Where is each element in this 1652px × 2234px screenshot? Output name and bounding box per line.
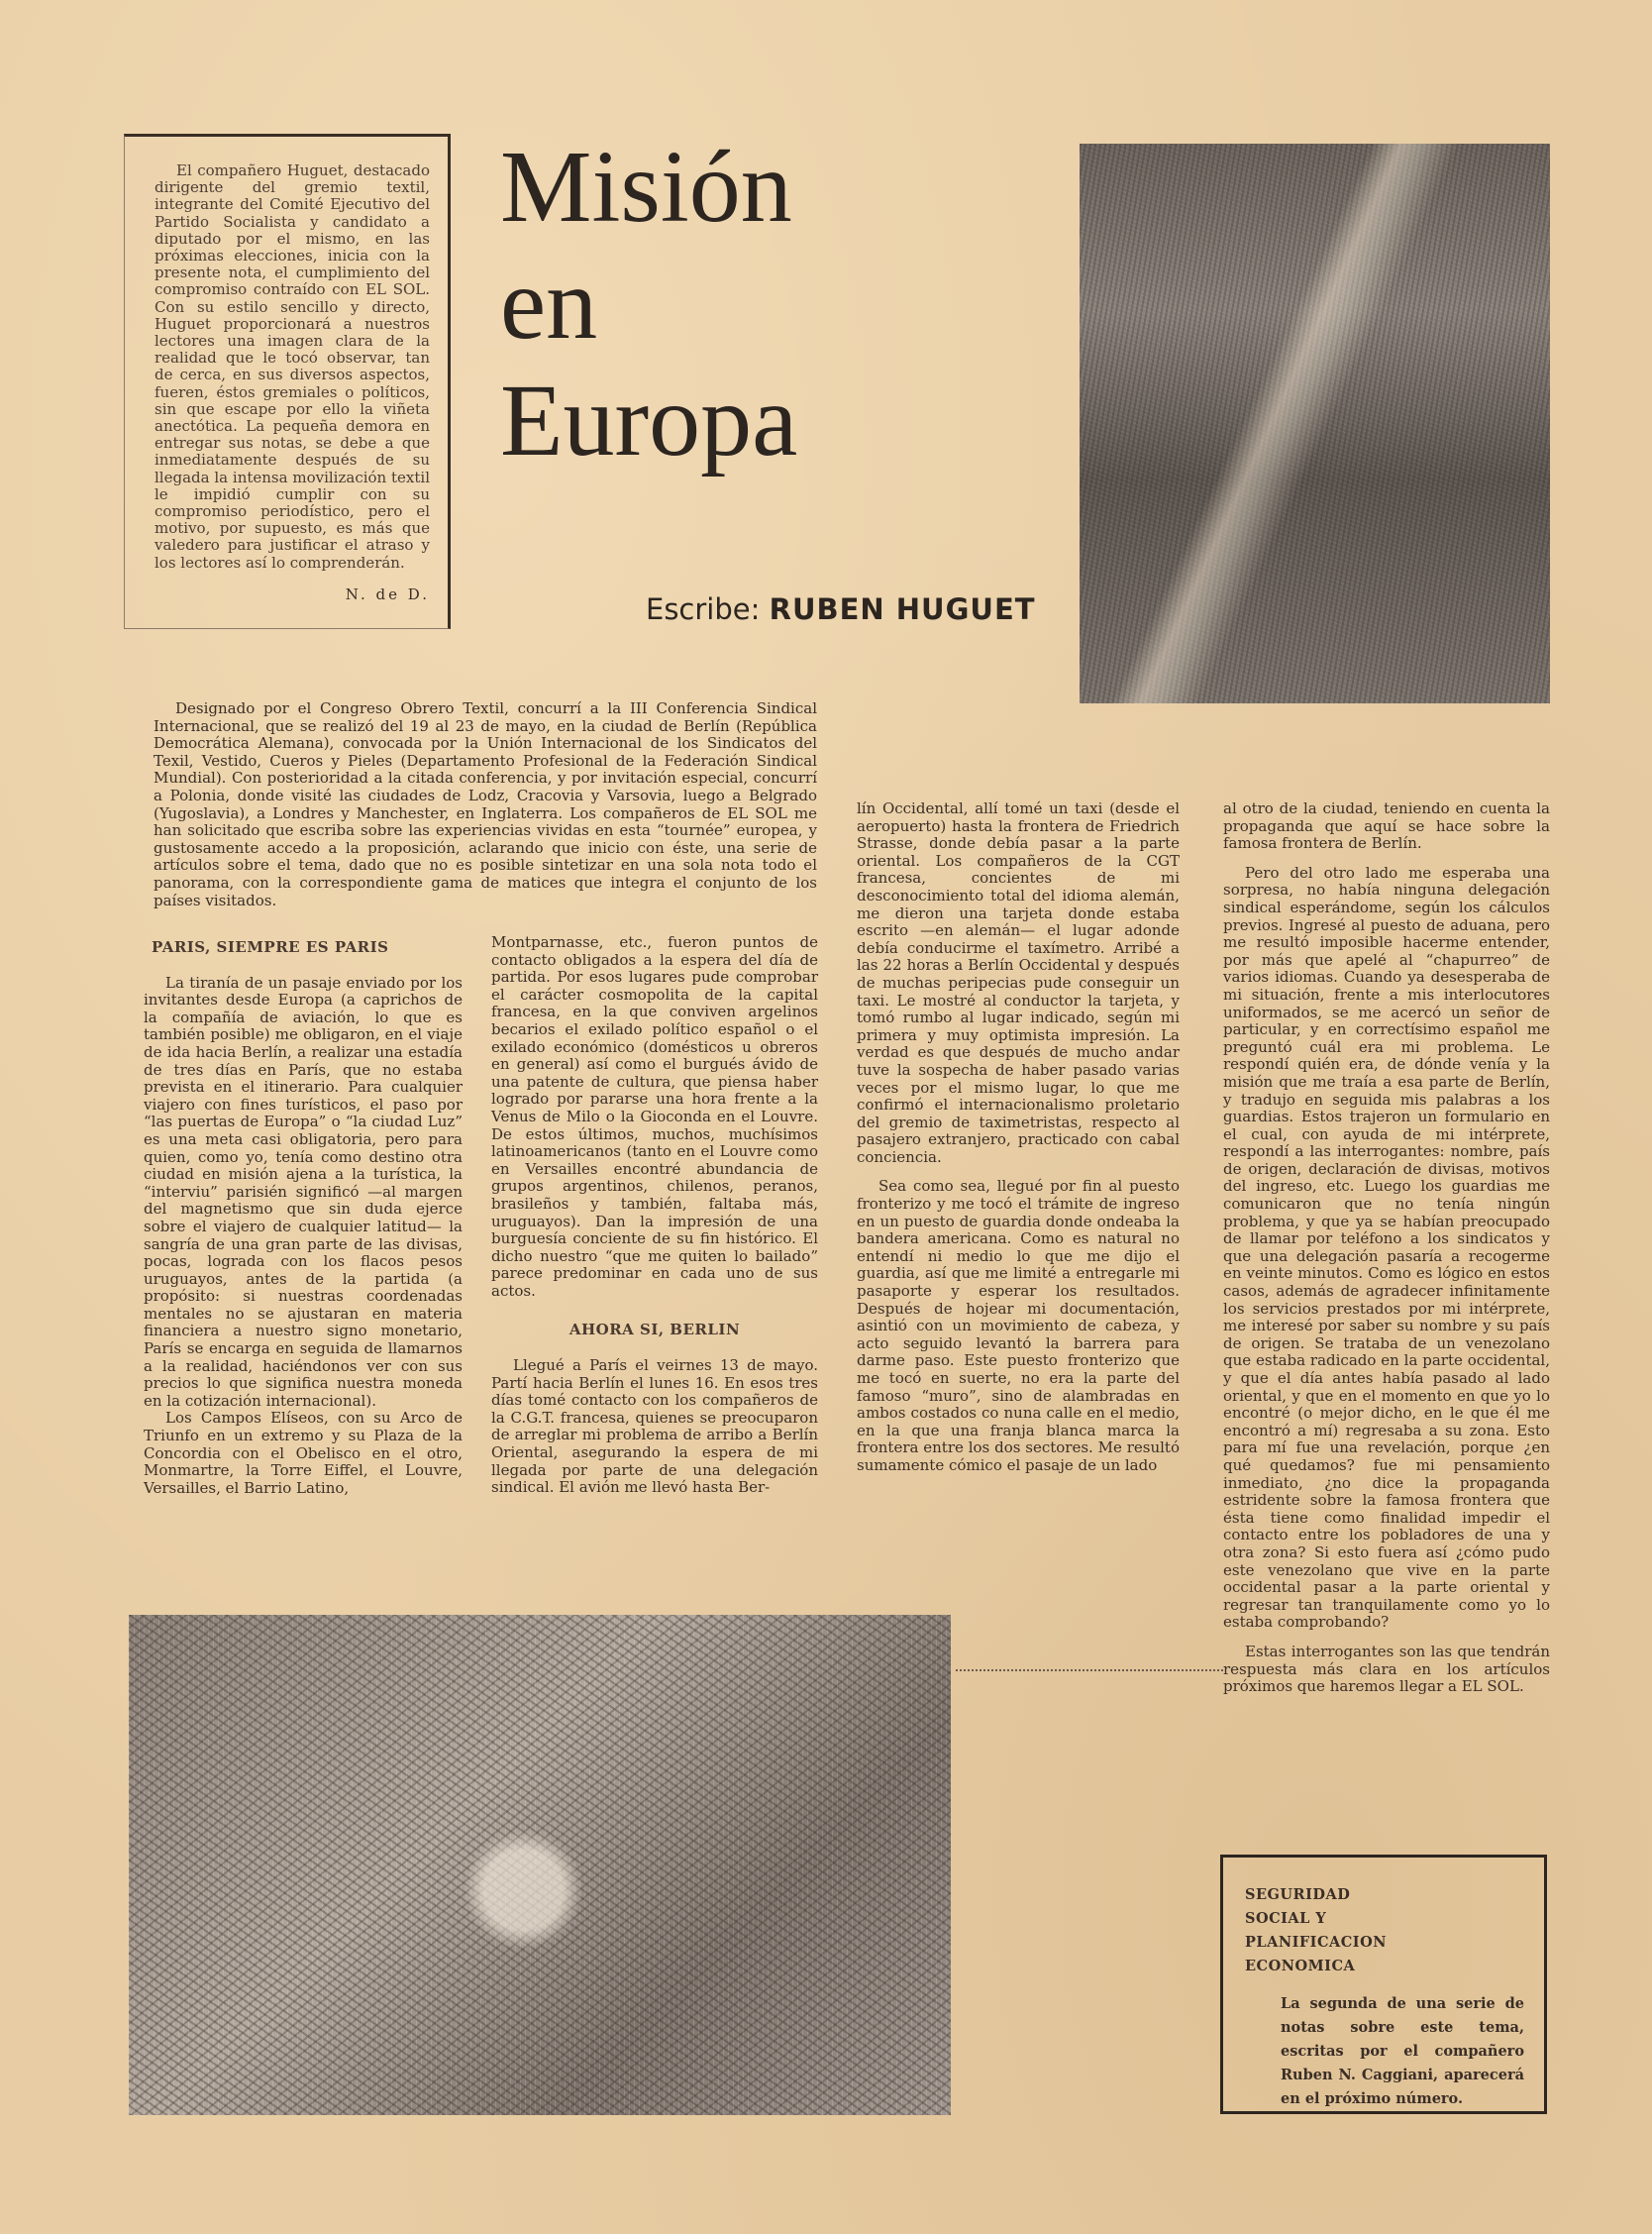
next-issue-box — [1220, 1855, 1547, 2114]
headline-line-2: en — [500, 247, 598, 361]
paragraph: Pero del otro lado me esperaba una sorpresa, no había ninguna delegación sindical esperándome, según los cálculos previos. Ingresé al puesto de aduana, pero me resultó imposible hacerme entender, por más que apelé al “chapurreo” de varios idiomas. Cuando ya desesperaba de mi situación, frente a mis interlocutores uniformados, se me acercó un señor de particular, y en correctísimo español me preguntó cuál era mi problema. Le respondí quién era, de dónde venía y la misión que me traía a esa parte de Berlín, y tradujo en seguida mis palabras a los guardias. Estos trajeron un formulario en el cual, con ayuda de mi intérprete, respondí a las interrogantes: nombre, país de origen, declaración de divisas, motivos del ingreso, etc. Luego los guardias me comunicaron que no tenía ningún problema, y que ya se habían preocupado de llamar por teléfono a los sindicatos y que una delegación pasaría a recogerme en veinte minutos. Como es lógico en estos casos, además de agradecer infinitamente los servicios prestados por mi intérprete, me interesé por saber su nombre y su país de origen. Se trataba de un venezolano que estaba radicado en la parte occidental, y que el día antes había pasado al lado oriental, y que en el momento en que yo lo encontré (o mejor dicho, en le que él me encontró a mí) regresaba a su zona. Esto para mí fue una revelación, porque ¿en qué quedamos? fue mi pensamiento inmediato, ¿no dice la propaganda estridente sobre la famosa frontera que ésta tiene como finalidad impedir el contacto entre los pobladores de una y otra zona? Si esto fuera así ¿cómo pudo este venezolano que vive en la parte occidental pasar a la parte oriental y regresar tan tranquilamente como yo lo estaba comprobando? — [1223, 863, 1550, 1632]
heading-line: SOCIAL Y — [1245, 1910, 1327, 1927]
dotted-divider — [956, 1669, 1223, 1671]
headline-line-3: Europa — [500, 364, 798, 478]
editor-note-text: El compañero Huguet, destacado dirigente del gremio textil, integrante del Comité Ejecutivo del Partido Socialista y candidato a diputado por el mismo, en las próximas elecciones, inicia con la presente nota, el cumplimiento del compromiso contraído con EL SOL. Con su estilo sencillo y directo, Huguet proporcionará a nuestros lectores una imagen clara de la realidad que le tocó observar, tan de cerca, en sus diversos aspectos, fueren, éstos gremiales o políticos, sin que escape por ello la viñeta anectótica. La pequeña demora en entregar sus notas, se debe a que inmediatamente después de su llegada la intensa movilización textil le impidió cumplir con su compromiso periodístico, pero el motivo, por supuesto, es más que valedero para justificar el atraso y los lectores así lo comprenderán. — [155, 161, 430, 572]
editor-note-box — [124, 134, 451, 629]
headline — [500, 129, 797, 479]
headline-line-1: Misión — [500, 130, 792, 244]
article-column-1 — [144, 931, 463, 1497]
paragraph: Los Campos Elíseos, con su Arco de Triunfo en un extremo y su Plaza de la Concordia con el Obelisco en el otro, Monmartre, la Torre Eiffel, el Louvre, Versailles, el Barrio Latino, — [144, 1409, 463, 1497]
paragraph: Estas interrogantes son las que tendrán respuesta más clara en los artículos próximos que haremos llegar a EL SOL. — [1223, 1642, 1550, 1696]
section-heading-paris: PARIS, SIEMPRE ES PARIS — [152, 938, 389, 956]
article-column-2 — [491, 934, 818, 1497]
byline-prefix: Escribe: — [646, 592, 761, 626]
paragraph: Montparnasse, etc., fueron puntos de contacto obligados a la espera del día de partida. Por esos lugares pude comprobar el carácter cosmopolita de la capital francesa, en la que conviven argelinos becarios el exilado político español o el exilado económico (domésticos u obreros en general) así como el burgués ávido de una patente de cultura, que piensa haber logrado por pararse una hora frente a la Venus de Milo o la Gioconda en el Louvre. De estos últimos, muchos, muchísimos latinoamericanos (tanto en el Louvre como en Versailles encontré abundancia de grupos argentinos, chilenos, peranos, brasileños y también, faltaba más, uruguayos). Dan la impresión de una burguesía conciente de su fin histórico. El dicho nuestro “que me quiten lo bailado” parece predominar en cada uno de sus actos. — [491, 933, 818, 1300]
byline — [646, 592, 1036, 626]
article-intro — [154, 700, 817, 909]
article-column-3 — [857, 800, 1180, 1475]
paragraph: La tiranía de un pasaje enviado por los invitantes desde Europa (a caprichos de la compañía de aviación, lo que es también posible) me obligaron, en el viaje de ida hacia Berlín, a realizar una estadía de tres días en París, que no estaba prevista en el itinerario. Para cualquier viajero con fines turísticos, el paso por “las puertas de Europa” o “la ciudad Luz” es una meta casi obligatoria, pero para quien, como yo, tenía como destino otra ciudad en misión ajena a la turística, la “interviu” parisién significó —al margen del magnetismo que sin duda ejerce sobre el viajero de cualquier latitud— la sangría de una gran parte de las divisas, pocas, lograda con los flacos pesos uruguayos, antes de la partida (a propósito: si nuestras coordenadas mentales no se ajustaran en materia financiera a nuestro signo monetario, París se encarga en seguida de llamarnos a la realidad, haciéndonos ver con sus precios lo que significa nuestra moneda en la cotización internacional). — [144, 973, 463, 1410]
heading-line: PLANIFICACION — [1245, 1934, 1387, 1951]
intro-paragraph: Designado por el Congreso Obrero Textil, concurrí a la III Conferencia Sindical Internacional, que se realizó del 19 al 23 de mayo, en la ciudad de Berlín (República Democrática Alemana), convocada por la Unión Internacional de los Sindicatos del Texil, Vestido, Cueros y Pieles (Departamento Profesional de la Federación Sindical Mundial). Con posterioridad a la citada conferencia, y por invitación especial, concurrí a Polonia, donde visité las ciudades de Lodz, Cracovia y Varsovia, luego a Belgrado (Yugoslavia), a Londres y Manchester, en Inglaterra. Los compañeros de EL SOL me han solicitado que escriba sobre las experiencias vividas en esta “tournée” europea, y gustosamente accedo a la proposición, aclarando que inicio con éste, una serie de artículos sobre el tema, dado que no es posible sintetizar en una sola nota todo el panorama, con la correspondiente gama de matices que integra el conjunto de los países visitados. — [154, 699, 817, 909]
next-issue-heading — [1245, 1883, 1524, 1978]
photo-berlin-street — [1080, 144, 1550, 703]
paragraph: lín Occidental, allí tomé un taxi (desde el aeropuerto) hasta la frontera de Friedrich Strasse, donde debía pasar a la parte oriental. Los compañeros de la CGT francesa, concientes de mi desconocimiento total del idioma alemán, me dieron una tarjeta donde estaba escrito —en alemán— el lugar adonde debía conducirme el taxímetro. Arribé a las 22 horas a Berlín Occidental y después de muchas peripecias pude conseguir un taxi. Le mostré al conductor la tarjeta, y tomó rumbo al lugar indicado, según mi primera y muy optimista impresión. La verdad es que después de mucho andar tuve la sospecha de haber pasado varias veces por el mismo lugar, lo que me confirmó el internacionalismo proletario del gremio de taximetristas, respecto al pasajero extranjero, practicado con cabal conciencia. — [857, 799, 1180, 1166]
next-issue-text: La segunda de una serie de notas sobre este tema, escritas por el compañero Ruben N. Caggiani, aparecerá en el próximo número. — [1281, 1995, 1524, 2107]
byline-author: RUBEN HUGUET — [769, 592, 1036, 626]
photo-aerial-city — [129, 1615, 951, 2115]
paragraph: al otro de la ciudad, teniendo en cuenta la propaganda que aquí se hace sobre la famosa frontera de Berlín. — [1223, 799, 1550, 853]
editor-note-signature: N. de D. — [345, 585, 430, 603]
paragraph: Sea como sea, llegué por fin al puesto fronterizo y me tocó el trámite de ingreso en un puesto de guardia donde ondeaba la bandera americana. Como es natural no entendí ni medio lo que me dijo el guardia, así que me limité a entregarle mi pasaporte y esperar los resultados. Después de hojear mi documentación, asintió con un movimiento de cabeza, y acto seguido levantó la barrera para darme paso. Este puesto fronterizo que me tocó en suerte, no era la parte del famoso “muro”, sino de alambradas en ambos costados co nuna calle en el medio, en la que una franja blanca marca la frontera entre los dos sectores. Me resultó sumamente cómico el pasaje de un lado — [857, 1177, 1180, 1474]
heading-line: SEGURIDAD — [1245, 1886, 1351, 1903]
paragraph: Llegué a París el veirnes 13 de mayo. Partí hacia Berlín el lunes 16. En esos tres días tomé contacto con los compañeros de la C.G.T. francesa, quienes se preocuparon de arreglar mi problema de arribo a Berlín Oriental, asegurando la espera de mi llegada por parte de una delegación sindical. El avión me llevó hasta Ber- — [491, 1356, 818, 1497]
article-column-4 — [1223, 800, 1550, 1696]
heading-line: ECONOMICA — [1245, 1958, 1356, 1974]
section-heading-berlin: AHORA SI, BERLIN — [568, 1321, 741, 1339]
